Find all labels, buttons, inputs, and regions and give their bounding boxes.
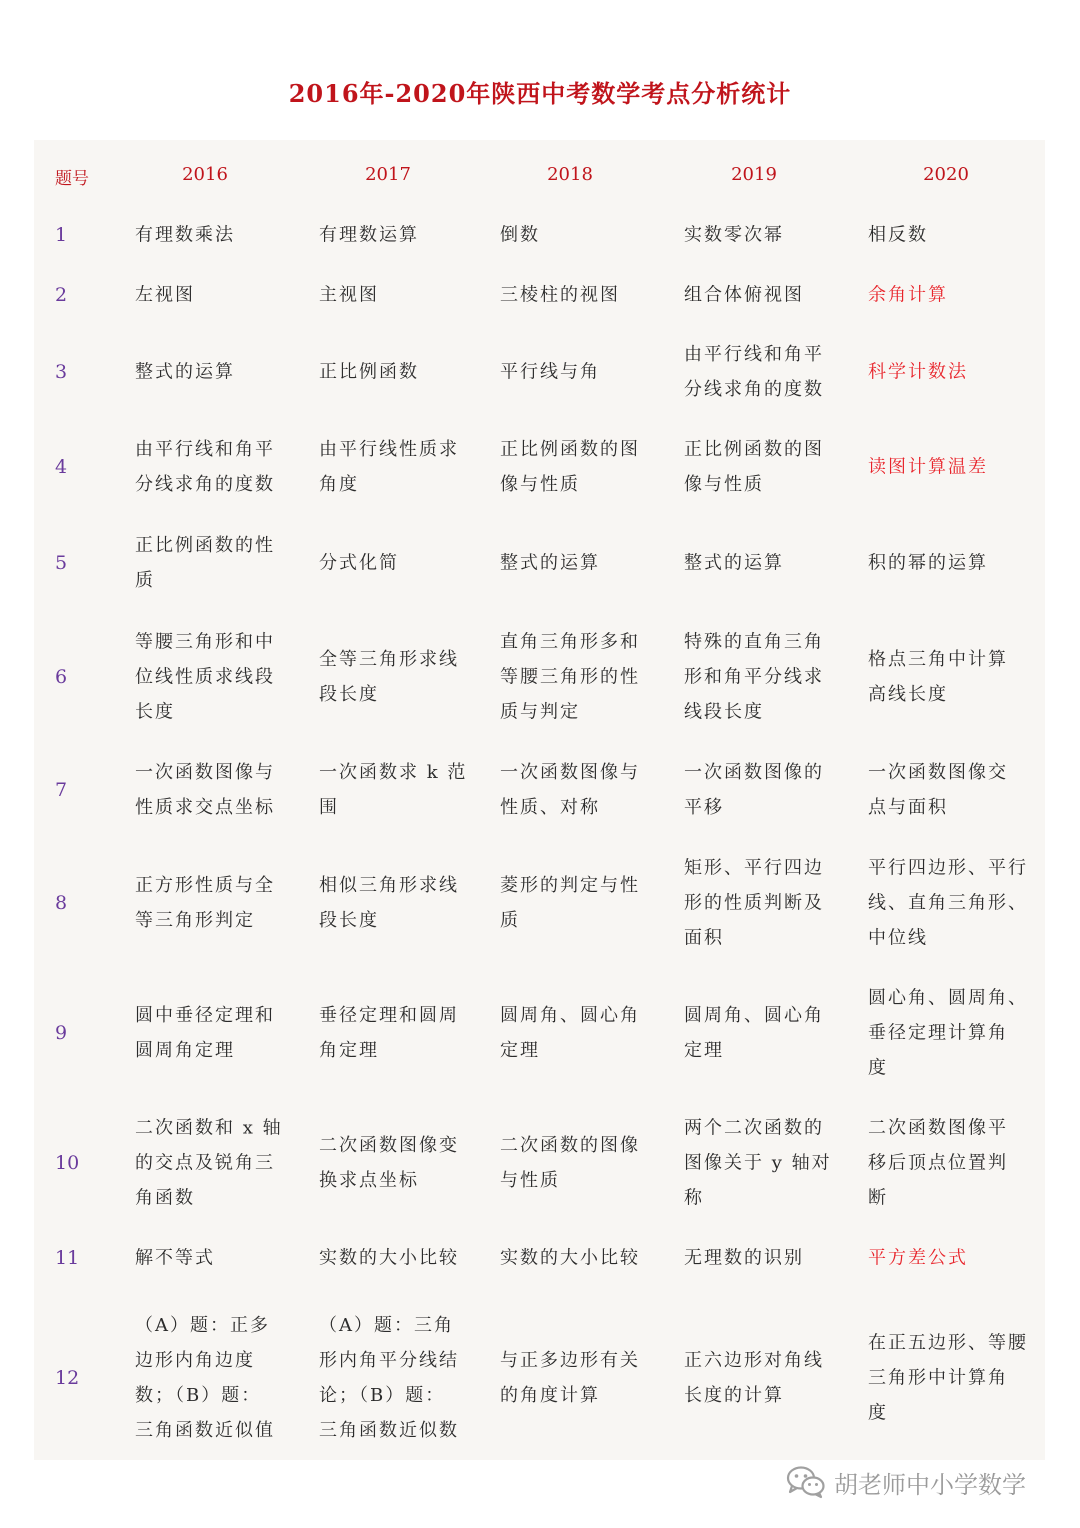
table-cell: 由平行线和角平 分线求角的度数 bbox=[135, 439, 275, 495]
table-cell: 在正五边形、等腰 三角形中计算角 度 bbox=[868, 1332, 1028, 1424]
wechat-icon bbox=[786, 1465, 826, 1499]
row-number: 9 bbox=[55, 1022, 68, 1044]
table-cell: 整式的运算 bbox=[135, 361, 235, 383]
table-cell: 组合体俯视图 bbox=[684, 284, 804, 306]
table-cell: 二次函数图像变 换求点坐标 bbox=[319, 1135, 459, 1191]
table-cell: 积的幂的运算 bbox=[868, 552, 988, 574]
table-cell: 垂径定理和圆周 角定理 bbox=[319, 1005, 459, 1061]
table-cell: 解不等式 bbox=[135, 1247, 215, 1269]
row-number: 4 bbox=[55, 456, 68, 478]
watermark bbox=[786, 1462, 1026, 1502]
header-year: 2018 bbox=[547, 164, 593, 185]
table-cell: 圆中垂径定理和 圆周角定理 bbox=[135, 1005, 275, 1061]
row-number: 3 bbox=[55, 361, 68, 383]
row-number: 11 bbox=[55, 1247, 80, 1269]
table-cell: 正比例函数 bbox=[319, 361, 419, 383]
table-cell: 直角三角形多和 等腰三角形的性 质与判定 bbox=[500, 631, 640, 723]
header-year: 2017 bbox=[365, 164, 411, 185]
table-cell: （A）题：三角 形内角平分线结 论；（B）题： 三角函数近似数 bbox=[319, 1315, 459, 1441]
table-cell: 实数的大小比较 bbox=[500, 1247, 640, 1269]
table-cell: 圆周角、圆心角 定理 bbox=[684, 1005, 824, 1061]
table-cell: 无理数的识别 bbox=[684, 1247, 804, 1269]
watermark-text: 胡老师中小学数学 bbox=[834, 1470, 1026, 1499]
table-cell: 一次函数图像与 性质求交点坐标 bbox=[135, 762, 275, 818]
table-cell: 正比例函数的图 像与性质 bbox=[684, 439, 824, 495]
row-number: 5 bbox=[55, 552, 68, 574]
table-cell: 整式的运算 bbox=[500, 552, 600, 574]
row-number: 1 bbox=[55, 224, 68, 246]
table-cell: 相反数 bbox=[868, 224, 928, 246]
page-title: 2016年-2020年陕西中考数学考点分析统计 bbox=[288, 79, 792, 108]
table-cell: 圆心角、圆周角、 垂径定理计算角 度 bbox=[868, 987, 1028, 1079]
header-question-number: 题号 bbox=[55, 169, 89, 189]
table-cell: 由平行线性质求 角度 bbox=[319, 439, 459, 495]
table-cell: 平行线与角 bbox=[500, 361, 600, 383]
row-number: 7 bbox=[55, 779, 68, 801]
table-cell: 主视图 bbox=[319, 284, 379, 306]
table-cell: 分式化简 bbox=[319, 552, 399, 574]
table-cell: 矩形、平行四边 形的性质判断及 面积 bbox=[684, 857, 824, 949]
table-cell: 一次函数求 k 范 围 bbox=[319, 762, 468, 818]
table-cell: 二次函数图像平 移后顶点位置判 断 bbox=[868, 1117, 1008, 1209]
table-cell: 正方形性质与全 等三角形判定 bbox=[135, 875, 275, 931]
header-year: 2019 bbox=[731, 164, 777, 185]
table-cell: 倒数 bbox=[500, 224, 540, 246]
table-cell: 平行四边形、平行 线、直角三角形、 中位线 bbox=[868, 857, 1028, 949]
table-cell: 一次函数图像与 性质、对称 bbox=[500, 762, 640, 818]
table-cell: 特殊的直角三角 形和角平分线求 线段长度 bbox=[684, 631, 824, 723]
table-cell: 二次函数的图像 与性质 bbox=[500, 1135, 640, 1191]
table-cell: 正比例函数的性 质 bbox=[135, 535, 275, 591]
table-cell: 正比例函数的图 像与性质 bbox=[500, 439, 640, 495]
table-cell: 格点三角中计算 高线长度 bbox=[868, 649, 1008, 705]
header-year: 2020 bbox=[923, 164, 969, 185]
row-number: 2 bbox=[55, 284, 68, 306]
table-cell: 科学计数法 bbox=[868, 361, 968, 383]
table-cell: （A）题：正多 边形内角边度 数；（B）题： 三角函数近似值 bbox=[135, 1315, 275, 1441]
table-cell: 正六边形对角线 长度的计算 bbox=[684, 1350, 824, 1406]
table-cell: 两个二次函数的 图像关于 y 轴对 称 bbox=[684, 1117, 832, 1209]
header-year: 2016 bbox=[182, 164, 228, 185]
table-cell: 一次函数图像交 点与面积 bbox=[868, 762, 1008, 818]
row-number: 8 bbox=[55, 892, 68, 914]
table-cell: 相似三角形求线 段长度 bbox=[319, 875, 459, 931]
table-cell: 三棱柱的视图 bbox=[500, 284, 620, 306]
table-cell: 实数的大小比较 bbox=[319, 1247, 459, 1269]
table-cell: 读图计算温差 bbox=[868, 456, 988, 478]
table-cell: 整式的运算 bbox=[684, 552, 784, 574]
table-cell: 全等三角形求线 段长度 bbox=[319, 649, 459, 705]
table-cell: 实数零次幂 bbox=[684, 224, 784, 246]
row-number: 6 bbox=[55, 666, 68, 688]
table-cell: 圆周角、圆心角 定理 bbox=[500, 1005, 640, 1061]
table-cell: 一次函数图像的 平移 bbox=[684, 762, 824, 818]
table-cell: 有理数乘法 bbox=[135, 224, 235, 246]
table-cell: 由平行线和角平 分线求角的度数 bbox=[684, 344, 824, 400]
table-cell: 余角计算 bbox=[868, 284, 948, 306]
table-cell: 与正多边形有关 的角度计算 bbox=[500, 1350, 640, 1406]
table-cell: 有理数运算 bbox=[319, 224, 419, 246]
row-number: 12 bbox=[55, 1367, 80, 1389]
table-cell: 左视图 bbox=[135, 284, 195, 306]
table-cell: 菱形的判定与性 质 bbox=[500, 875, 640, 931]
table-cell: 等腰三角形和中 位线性质求线段 长度 bbox=[135, 631, 275, 723]
row-number: 10 bbox=[55, 1152, 80, 1174]
table-cell: 平方差公式 bbox=[868, 1247, 968, 1269]
table-cell: 二次函数和 x 轴 的交点及锐角三 角函数 bbox=[135, 1117, 283, 1209]
